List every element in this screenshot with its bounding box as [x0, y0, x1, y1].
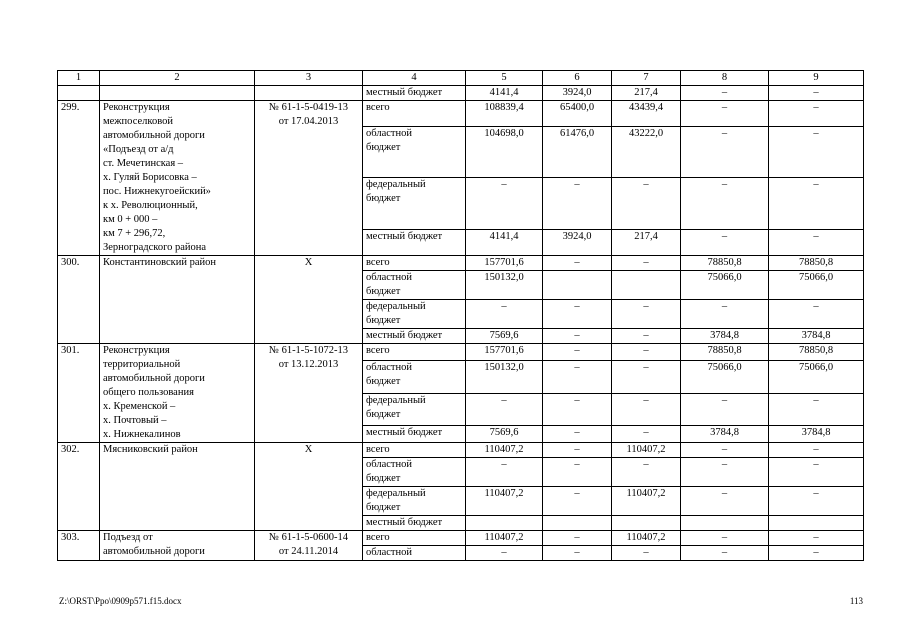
- column-header: 8: [681, 71, 769, 86]
- amount-cell: –: [466, 546, 543, 561]
- amount-cell: –: [681, 487, 769, 516]
- amount-cell: [543, 271, 612, 300]
- funding-source-line: областной: [366, 361, 412, 373]
- funding-source: [363, 531, 466, 546]
- document-reference-line: Х: [304, 444, 313, 455]
- funding-source-line: бюджет: [366, 315, 401, 326]
- document-reference-line: от 24.11.2014: [278, 546, 339, 557]
- table-row: [58, 256, 864, 271]
- column-header: 6: [543, 71, 612, 86]
- funding-source-line: всего: [366, 345, 390, 356]
- amount-cell: –: [543, 487, 612, 516]
- object-number: 299.: [58, 101, 100, 256]
- amount-cell: –: [612, 546, 681, 561]
- object-name-line: км 0 + 000 –: [103, 214, 158, 225]
- object-name-line: к х. Революционный,: [103, 200, 198, 211]
- funding-source: [363, 127, 466, 178]
- amount-cell: 3784,8: [681, 426, 769, 443]
- amount-cell: –: [681, 86, 769, 101]
- amount-cell: –: [543, 329, 612, 344]
- object-name: [100, 443, 255, 531]
- amount-cell: –: [543, 178, 612, 229]
- amount-cell: 75066,0: [769, 271, 864, 300]
- amount-cell: 78850,8: [681, 344, 769, 361]
- amount-cell: [612, 271, 681, 300]
- funding-source: [363, 443, 466, 458]
- amount-cell: 108839,4: [466, 101, 543, 127]
- amount-cell: 75066,0: [681, 360, 769, 393]
- funding-source-line: областной: [366, 547, 412, 558]
- funding-source-line: бюджет: [366, 408, 401, 420]
- table-row: [58, 86, 864, 101]
- object-name: [100, 344, 255, 443]
- object-name-line: Подъезд от: [103, 532, 153, 543]
- funding-source-line: местный бюджет: [366, 517, 443, 528]
- amount-cell: –: [543, 531, 612, 546]
- amount-cell: 3924,0: [543, 229, 612, 255]
- amount-cell: 110407,2: [466, 531, 543, 546]
- funding-source: [363, 487, 466, 516]
- object-name-line: Реконструкция: [103, 102, 170, 113]
- amount-cell: 110407,2: [612, 487, 681, 516]
- amount-cell: 61476,0: [543, 127, 612, 178]
- funding-source-line: федеральный: [366, 394, 426, 406]
- object-name-line: пос. Нижнекугоейский»: [103, 186, 211, 197]
- object-number: 302.: [58, 443, 100, 531]
- column-header: 1: [58, 71, 100, 86]
- object-name: [100, 86, 255, 101]
- document-reference: [255, 256, 363, 344]
- object-name: [100, 256, 255, 344]
- amount-cell: 150132,0: [466, 360, 543, 393]
- amount-cell: 43439,4: [612, 101, 681, 127]
- amount-cell: –: [543, 546, 612, 561]
- object-name-line: общего пользования: [103, 387, 194, 398]
- amount-cell: 7569,6: [466, 426, 543, 443]
- amount-cell: –: [681, 178, 769, 229]
- funding-source-line: местный бюджет: [366, 230, 443, 242]
- amount-cell: –: [681, 546, 769, 561]
- funding-source: [363, 86, 466, 101]
- funding-source: [363, 178, 466, 229]
- column-header: 9: [769, 71, 864, 86]
- table-row: [58, 101, 864, 127]
- amount-cell: 4141,4: [466, 86, 543, 101]
- amount-cell: –: [681, 127, 769, 178]
- amount-cell: 3924,0: [543, 86, 612, 101]
- funding-source-line: всего: [366, 444, 390, 455]
- funding-source-line: бюджет: [366, 502, 401, 513]
- header-row: [58, 71, 864, 86]
- amount-cell: –: [612, 329, 681, 344]
- amount-cell: –: [466, 178, 543, 229]
- amount-cell: –: [612, 300, 681, 329]
- amount-cell: –: [769, 546, 864, 561]
- object-name-line: х. Нижнекалинов: [103, 429, 181, 440]
- amount-cell: 43222,0: [612, 127, 681, 178]
- amount-cell: –: [769, 443, 864, 458]
- amount-cell: 75066,0: [769, 360, 864, 393]
- amount-cell: [612, 516, 681, 531]
- funding-source: [363, 101, 466, 127]
- document-reference: [255, 86, 363, 101]
- funding-source-line: бюджет: [366, 286, 401, 297]
- amount-cell: 3784,8: [681, 329, 769, 344]
- object-name-line: Мясниковский район: [103, 444, 198, 455]
- amount-cell: –: [681, 101, 769, 127]
- amount-cell: 217,4: [612, 229, 681, 255]
- table-row: [58, 443, 864, 458]
- funding-source: [363, 256, 466, 271]
- table-body: [58, 71, 864, 561]
- document-reference: [255, 531, 363, 561]
- funding-source: [363, 426, 466, 443]
- amount-cell: –: [543, 344, 612, 361]
- amount-cell: –: [543, 360, 612, 393]
- amount-cell: –: [466, 458, 543, 487]
- funding-source: [363, 458, 466, 487]
- amount-cell: –: [769, 458, 864, 487]
- document-reference: [255, 443, 363, 531]
- amount-cell: –: [543, 443, 612, 458]
- amount-cell: [543, 516, 612, 531]
- funding-source-line: местный бюджет: [366, 87, 443, 98]
- amount-cell: –: [466, 393, 543, 426]
- amount-cell: 157701,6: [466, 256, 543, 271]
- amount-cell: –: [612, 256, 681, 271]
- amount-cell: 110407,2: [466, 443, 543, 458]
- funding-source-line: местный бюджет: [366, 330, 443, 341]
- amount-cell: –: [543, 426, 612, 443]
- object-name-line: автомобильной дороги: [103, 130, 205, 141]
- object-name-line: территориальной: [103, 359, 181, 370]
- amount-cell: 104698,0: [466, 127, 543, 178]
- document-reference-line: Х: [304, 257, 313, 268]
- object-number: 301.: [58, 344, 100, 443]
- amount-cell: –: [612, 458, 681, 487]
- table-row: [58, 344, 864, 361]
- amount-cell: [769, 516, 864, 531]
- amount-cell: –: [612, 393, 681, 426]
- funding-source-line: всего: [366, 102, 390, 113]
- document-reference-line: № 61-1-5-0600-14: [268, 532, 349, 543]
- amount-cell: –: [612, 178, 681, 229]
- object-number: 303.: [58, 531, 100, 561]
- document-reference-line: № 61-1-5-0419-13: [268, 102, 349, 113]
- page-number: 113: [849, 596, 863, 606]
- funding-source-line: федеральный: [366, 488, 426, 499]
- column-header: 5: [466, 71, 543, 86]
- object-name-line: Реконструкция: [103, 345, 170, 356]
- object-name-line: Константиновский район: [103, 257, 217, 268]
- funding-source: [363, 229, 466, 255]
- amount-cell: 110407,2: [612, 531, 681, 546]
- object-name-line: межпоселковой: [103, 116, 173, 127]
- object-name-line: х. Гуляй Борисовка –: [103, 172, 197, 183]
- amount-cell: –: [681, 458, 769, 487]
- funding-source-line: бюджет: [366, 375, 401, 387]
- object-name: [100, 531, 255, 561]
- column-header: 3: [255, 71, 363, 86]
- amount-cell: –: [612, 344, 681, 361]
- object-name-line: ст. Мечетинская –: [103, 158, 184, 169]
- object-name-line: автомобильной дороги: [103, 546, 205, 557]
- amount-cell: –: [543, 393, 612, 426]
- funding-source-line: областной: [366, 128, 412, 140]
- object-name-line: х. Кременской –: [103, 401, 176, 412]
- funding-source: [363, 344, 466, 361]
- amount-cell: –: [769, 300, 864, 329]
- amount-cell: –: [769, 101, 864, 127]
- amount-cell: –: [769, 393, 864, 426]
- amount-cell: –: [769, 178, 864, 229]
- amount-cell: [466, 516, 543, 531]
- amount-cell: 3784,8: [769, 329, 864, 344]
- amount-cell: –: [681, 393, 769, 426]
- amount-cell: –: [681, 443, 769, 458]
- amount-cell: –: [681, 300, 769, 329]
- object-name-line: км 7 + 296,72,: [103, 228, 166, 239]
- funding-source: [363, 546, 466, 561]
- amount-cell: 150132,0: [466, 271, 543, 300]
- budget-table: [57, 70, 864, 561]
- column-header: 7: [612, 71, 681, 86]
- amount-cell: 157701,6: [466, 344, 543, 361]
- object-name-line: х. Почтовый –: [103, 415, 167, 426]
- document-reference: [255, 344, 363, 443]
- document-reference-line: от 17.04.2013: [278, 116, 339, 127]
- document-reference-line: от 13.12.2013: [278, 359, 339, 370]
- table-row: [58, 531, 864, 546]
- funding-source-line: областной: [366, 272, 412, 283]
- amount-cell: –: [681, 531, 769, 546]
- amount-cell: 78850,8: [681, 256, 769, 271]
- amount-cell: –: [612, 360, 681, 393]
- amount-cell: 7569,6: [466, 329, 543, 344]
- amount-cell: [681, 516, 769, 531]
- amount-cell: –: [543, 256, 612, 271]
- amount-cell: –: [543, 300, 612, 329]
- amount-cell: –: [769, 531, 864, 546]
- funding-source: [363, 393, 466, 426]
- column-header: 2: [100, 71, 255, 86]
- funding-source-line: всего: [366, 532, 390, 543]
- funding-source-line: всего: [366, 257, 390, 268]
- amount-cell: 3784,8: [769, 426, 864, 443]
- amount-cell: 110407,2: [466, 487, 543, 516]
- funding-source-line: местный бюджет: [366, 427, 443, 439]
- funding-source-line: бюджет: [366, 473, 401, 484]
- funding-source-line: бюджет: [366, 142, 401, 154]
- amount-cell: –: [466, 300, 543, 329]
- amount-cell: 78850,8: [769, 344, 864, 361]
- amount-cell: –: [769, 86, 864, 101]
- amount-cell: 75066,0: [681, 271, 769, 300]
- amount-cell: 78850,8: [769, 256, 864, 271]
- amount-cell: –: [769, 487, 864, 516]
- amount-cell: 110407,2: [612, 443, 681, 458]
- file-path: Z:\ORST\Ppo\0909p571.f15.docx: [59, 596, 182, 606]
- object-name-line: автомобильной дороги: [103, 373, 205, 384]
- funding-source-line: федеральный: [366, 301, 426, 312]
- amount-cell: –: [543, 458, 612, 487]
- amount-cell: –: [681, 229, 769, 255]
- amount-cell: –: [769, 229, 864, 255]
- funding-source-line: областной: [366, 459, 412, 470]
- amount-cell: –: [769, 127, 864, 178]
- funding-source-line: федеральный: [366, 179, 426, 191]
- amount-cell: 65400,0: [543, 101, 612, 127]
- funding-source: [363, 300, 466, 329]
- amount-cell: 4141,4: [466, 229, 543, 255]
- document-reference: [255, 101, 363, 256]
- object-name-line: «Подъезд от а/д: [103, 144, 174, 155]
- funding-source: [363, 329, 466, 344]
- object-name-line: Зерноградского района: [103, 242, 207, 253]
- object-number: 300.: [58, 256, 100, 344]
- object-name: [100, 101, 255, 256]
- object-number: [58, 86, 100, 101]
- amount-cell: 217,4: [612, 86, 681, 101]
- funding-source: [363, 516, 466, 531]
- column-header: 4: [363, 71, 466, 86]
- funding-source: [363, 360, 466, 393]
- amount-cell: –: [612, 426, 681, 443]
- funding-source-line: бюджет: [366, 193, 401, 205]
- document-reference-line: № 61-1-5-1072-13: [268, 345, 349, 356]
- funding-source: [363, 271, 466, 300]
